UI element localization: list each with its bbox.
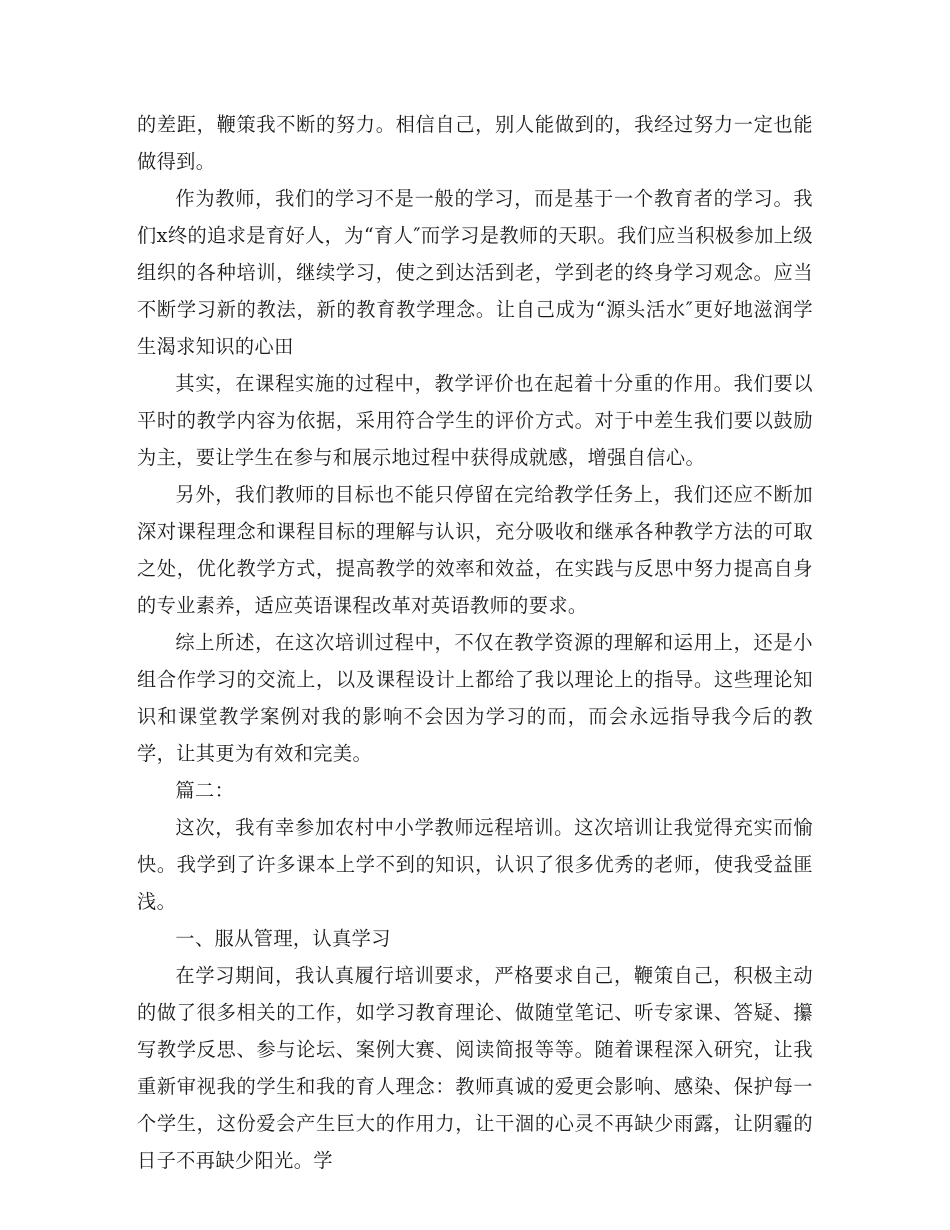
paragraph-5: 综上所述，在这次培训过程中，不仅在教学资源的理解和运用上，还是小组合作学习的交流上，以及课程设计上都给了我以理论上的指导。这些理论知识和课堂教学案例对我的影响不会因为学习的而，而会永远指导我今后的教学，让其更为有效和完美。	[137, 631, 813, 765]
document-body	[137, 106, 813, 1179]
paragraph-7: 在学习期间，我认真履行培训要求，严格要求自己，鞭策自己，积极主动的做了很多相关的工作，如学习教育理论、做随堂笔记、听专家课、答疑、攥写教学反思、参与论坛、案例大赛、阅读简报等等。随着课程深入研究，让我重新审视我的学生和我的育人理念：教师真诚的爱更会影响、感染、保护每一个学生，这份爱会产生巨大的作用力，让干涸的心灵不再缺少雨露，让阴霾的日子不再缺少阳光。学	[137, 964, 813, 1172]
paragraph-6: 这次，我有幸参加农村中小学教师远程培训。这次培训让我觉得充实而愉快。我学到了许多课本上学不到的知识，认识了很多优秀的老师，使我受益匪浅。	[137, 816, 813, 913]
paragraph-3: 其实，在课程实施的过程中，教学评价也在起着十分重的作用。我们要以平时的教学内容为依据，采用符合学生的评价方式。对于中差生我们要以鼓励为主，要让学生在参与和展示地过程中获得成就感，增强自信心。	[137, 372, 813, 469]
subheading-1: 一、服从管理，认真学习	[175, 927, 391, 950]
paragraph-2: 作为教师，我们的学习不是一般的学习，而是基于一个教育者的学习。我们x终的追求是育好人，为“育人″而学习是教师的天职。我们应当积极参加上级组织的各种培训，继续学习，使之到达活到老，学到老的终身学习观念。应当不断学习新的教法，新的教育教学理念。让自己成为“源头活水″更好地滋润学生渴求知识的心田	[137, 187, 813, 358]
paragraph-4: 另外，我们教师的目标也不能只停留在完给教学任务上，我们还应不断加深对课程理念和课程目标的理解与认识，充分吸收和继承各种教学方法的可取之处，优化教学方式，提高教学的效率和效益，在实践与反思中努力提高自身的专业素养，适应英语课程改革对英语教师的要求。	[137, 483, 813, 617]
section-heading-part-two: 篇二：	[175, 779, 235, 802]
paragraph-1: 的差距，鞭策我不断的努力。相信自己，别人能做到的，我经过努力一定也能做得到。	[137, 113, 813, 173]
